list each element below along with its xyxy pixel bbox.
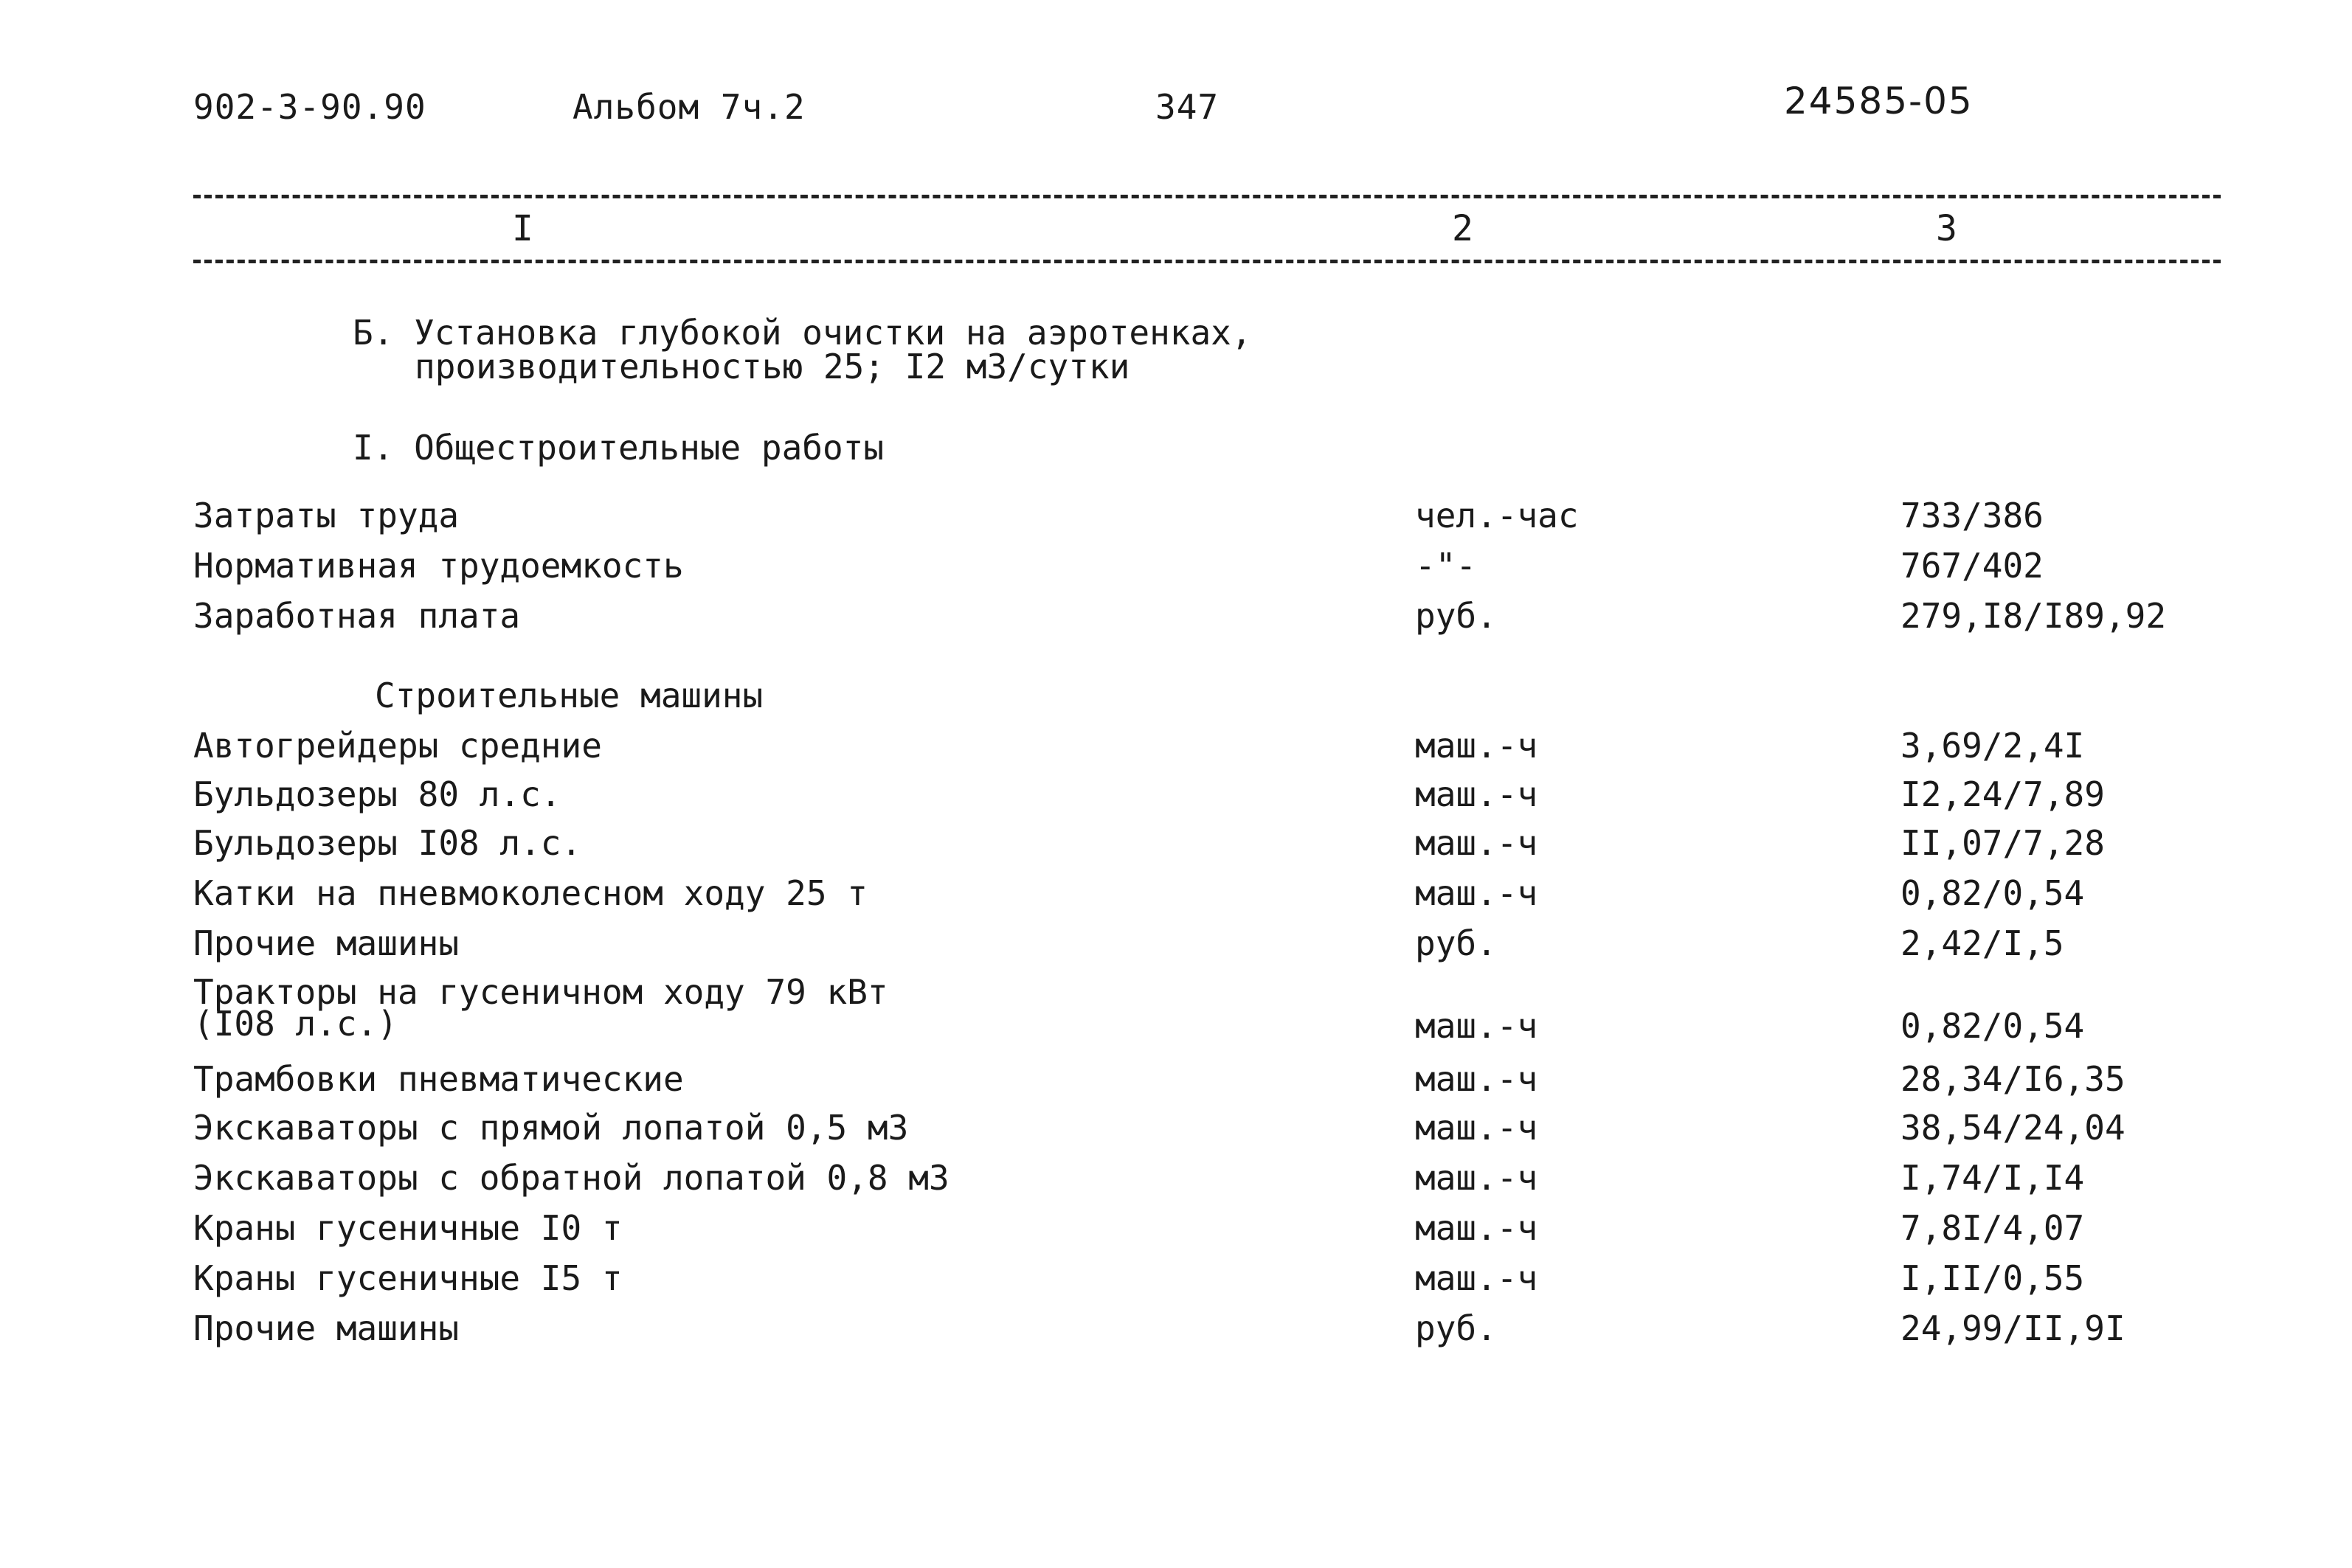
row-unit: маш.-ч (1415, 1258, 1538, 1298)
row-value: II,07/7,28 (1900, 823, 2105, 863)
column-number-2: 2 (1452, 208, 1473, 249)
row-unit: -"- (1415, 546, 1477, 586)
row-name: Краны гусеничные I5 т (193, 1258, 623, 1298)
row-value: 24,99/II,9I (1900, 1308, 2126, 1348)
row-unit: маш.-ч (1415, 1108, 1538, 1148)
row-value: 2,42/I,5 (1900, 923, 2064, 963)
page-number: 347 (1155, 87, 1220, 127)
row-name-line-2: (I08 л.с.) (193, 1004, 398, 1044)
row-name: Заработная плата (193, 596, 521, 636)
row-name: Нормативная трудоемкость (193, 546, 684, 586)
row-name: Экскаваторы с прямой лопатой 0,5 м3 (193, 1108, 909, 1148)
row-name: Автогрейдеры средние (193, 726, 602, 766)
row-unit: маш.-ч (1415, 726, 1538, 766)
row-name: Краны гусеничные I0 т (193, 1208, 623, 1248)
row-name: Катки на пневмоколесном ходу 25 т (193, 873, 868, 913)
row-unit: руб. (1415, 1308, 1497, 1348)
row-value: 28,34/I6,35 (1900, 1059, 2126, 1099)
document-code: 902-3-90.90 (193, 87, 426, 127)
document-inventory-number: 24585-05 (1784, 80, 1974, 122)
section-b-heading (353, 313, 1252, 386)
row-name: Экскаваторы с обратной лопатой 0,8 м3 (193, 1158, 950, 1198)
row-value: 7,8I/4,07 (1900, 1208, 2085, 1248)
row-value: 279,I8/I89,92 (1900, 596, 2167, 636)
machines-subheading: Строительные машины (375, 676, 764, 715)
row-unit: маш.-ч (1415, 823, 1538, 863)
section-b-line-2: производительностью 25; I2 м3/сутки (415, 347, 1130, 386)
row-name: Трамбовки пневматические (193, 1059, 684, 1099)
row-name: Прочие машины (193, 1308, 460, 1348)
row-name: Затраты труда (193, 496, 460, 535)
row-unit: маш.-ч (1415, 774, 1538, 814)
row-value: 0,82/0,54 (1900, 1006, 2085, 1046)
row-value: I,74/I,I4 (1900, 1158, 2085, 1198)
album-label: Альбом 7ч.2 (573, 87, 806, 127)
row-value: 767/402 (1900, 546, 2044, 586)
row-name: Бульдозеры I08 л.с. (193, 823, 582, 863)
row-value: 3,69/2,4I (1900, 726, 2085, 766)
row-value: 38,54/24,04 (1900, 1108, 2126, 1148)
row-value: I,II/0,55 (1900, 1258, 2085, 1298)
row-value: I2,24/7,89 (1900, 774, 2105, 814)
section-b-line-1: Б. Установка глубокой очистки на аэротенках, (353, 313, 1252, 353)
row-unit: маш.-ч (1415, 873, 1538, 913)
row-name (193, 972, 888, 1044)
row-name: Бульдозеры 80 л.с. (193, 774, 561, 814)
row-name-line-1: Тракторы на гусеничном ходу 79 кВт (193, 972, 888, 1012)
row-unit: руб. (1415, 596, 1497, 636)
row-name: Прочие машины (193, 923, 460, 963)
row-unit: маш.-ч (1415, 1006, 1538, 1046)
row-value: 733/386 (1900, 496, 2044, 535)
top-dashed-divider (193, 195, 2221, 198)
row-unit: маш.-ч (1415, 1158, 1538, 1198)
row-value: 0,82/0,54 (1900, 873, 2085, 913)
column-number-3: 3 (1936, 208, 1957, 249)
row-unit: руб. (1415, 923, 1497, 963)
bottom-dashed-divider (193, 260, 2221, 263)
row-unit: маш.-ч (1415, 1059, 1538, 1099)
column-number-1: I (512, 208, 533, 249)
section-1-heading: I. Общестроительные работы (353, 428, 885, 468)
row-unit: чел.-час (1415, 496, 1579, 535)
row-unit: маш.-ч (1415, 1208, 1538, 1248)
